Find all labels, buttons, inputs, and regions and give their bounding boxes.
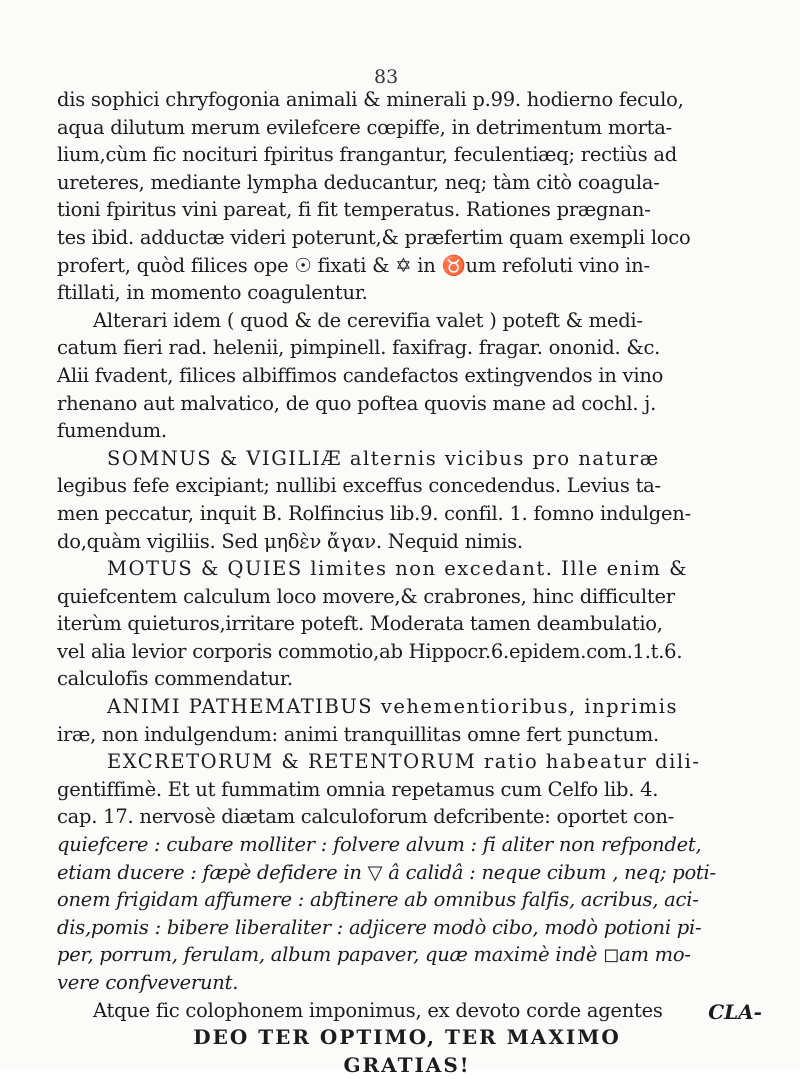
quote-line: vere confveverunt. xyxy=(57,971,239,994)
text-line: rhenano aut malvatico, de quo poftea quovis mane ad cochl. j. xyxy=(57,391,657,415)
page-body xyxy=(57,86,757,1079)
quote-line: dis,pomis : bibere liberaliter : adjicere modò cibo, modò potioni pi- xyxy=(57,915,702,939)
text-line: aqua dilutum merum evilefcere cœpiffe, in detrimentum morta- xyxy=(57,115,672,139)
quote-line: onem frigidam affumere : abftinere ab omnibus falfis, acribus, aci- xyxy=(57,888,699,912)
text-line: lium,cùm fic nocituri fpiritus frangantur, feculentiæq; rectiùs ad xyxy=(57,143,677,167)
text-line: do,quàm vigiliis. Sed μηδὲν ἄγαν. Nequid nimis. xyxy=(57,529,523,553)
text-line: quiefcentem calculum loco movere,& crabrones, hinc difficulter xyxy=(57,584,675,608)
text-line: ftillati, in momento coagulentur. xyxy=(57,281,368,305)
text-line: catum fieri rad. helenii, pimpinell. faxifrag. fragar. ononid. &c. xyxy=(57,336,661,360)
section-heading-excretorum: EXCRETORUM & RETENTORUM ratio habeatur dili- xyxy=(107,750,701,774)
paragraph-start: Atque fic colophonem imponimus, ex devoto corde agentes xyxy=(93,998,663,1022)
quote-line: per, porrum, ferulam, album papaver, quæ maximè indè ◻am mo- xyxy=(57,943,691,967)
catchword: CLA- xyxy=(708,1000,762,1024)
section-heading-somnus: SOMNUS & VIGILIÆ alternis vicibus pro naturæ xyxy=(107,446,660,470)
text-line: gentiffimè. Et ut fummatim omnia repetamus cum Celfo lib. 4. xyxy=(57,777,659,801)
text-line: cap. 17. nervosè diætam calculoforum defcribente: oportet con- xyxy=(57,805,674,829)
closing-invocation: DEO TER OPTIMO, TER MAXIMO xyxy=(193,1025,621,1050)
paragraph-start: Alterari idem ( quod & de cerevifia valet ) poteft & medi- xyxy=(93,308,643,332)
text-line: fumendum. xyxy=(57,419,167,443)
text-line: profert, quòd filices ope ☉ fixati & ✡ in ♉um refoluti vino in- xyxy=(57,253,650,277)
text-line: legibus fefe excipiant; nullibi exceffus concedendus. Levius ta- xyxy=(57,474,661,498)
quote-line: quiefcere : cubare molliter : folvere alvum : fi aliter non refpondet, xyxy=(57,833,702,857)
text-line: vel alia levior corporis commotio,ab Hippocr.6.epidem.com.1.t.6. xyxy=(57,639,683,663)
page-number: 83 xyxy=(374,66,399,88)
text-line: calculofis commendatur. xyxy=(57,667,293,691)
text-line: tes ibid. adductæ videri poterunt,& præfertim quam exempli loco xyxy=(57,225,691,249)
text-line: dis sophici chryfogonia animali & minerali p.99. hodierno feculo, xyxy=(57,88,684,111)
text-line: ureteres, mediante lympha deducantur, neq; tàm citò coagula- xyxy=(57,170,660,194)
section-heading-motus: MOTUS & QUIES limites non excedant. Ille enim & xyxy=(107,557,688,581)
text-line: iræ, non indulgendum: animi tranquillitas omne fert punctum. xyxy=(57,722,659,746)
quote-line: etiam ducere : fæpè defidere in ▽ â calidâ : neque cibum , neq; poti- xyxy=(57,860,716,884)
text-line: iterùm quieturos,irritare poteft. Moderata tamen deambulatio, xyxy=(57,612,663,636)
closing-gratias: GRATIAS! xyxy=(343,1052,471,1077)
text-line: Alii fvadent, filices albiffimos candefactos extingvendos in vino xyxy=(57,363,664,387)
text-line: men peccatur, inquit B. Rolfincius lib.9. confil. 1. fomno indulgen- xyxy=(57,501,691,525)
text-line: tioni fpiritus vini pareat, fi fit temperatus. Rationes prægnan- xyxy=(57,198,651,222)
section-heading-animi: ANIMI PATHEMATIBUS vehementioribus, inprimis xyxy=(107,695,678,719)
